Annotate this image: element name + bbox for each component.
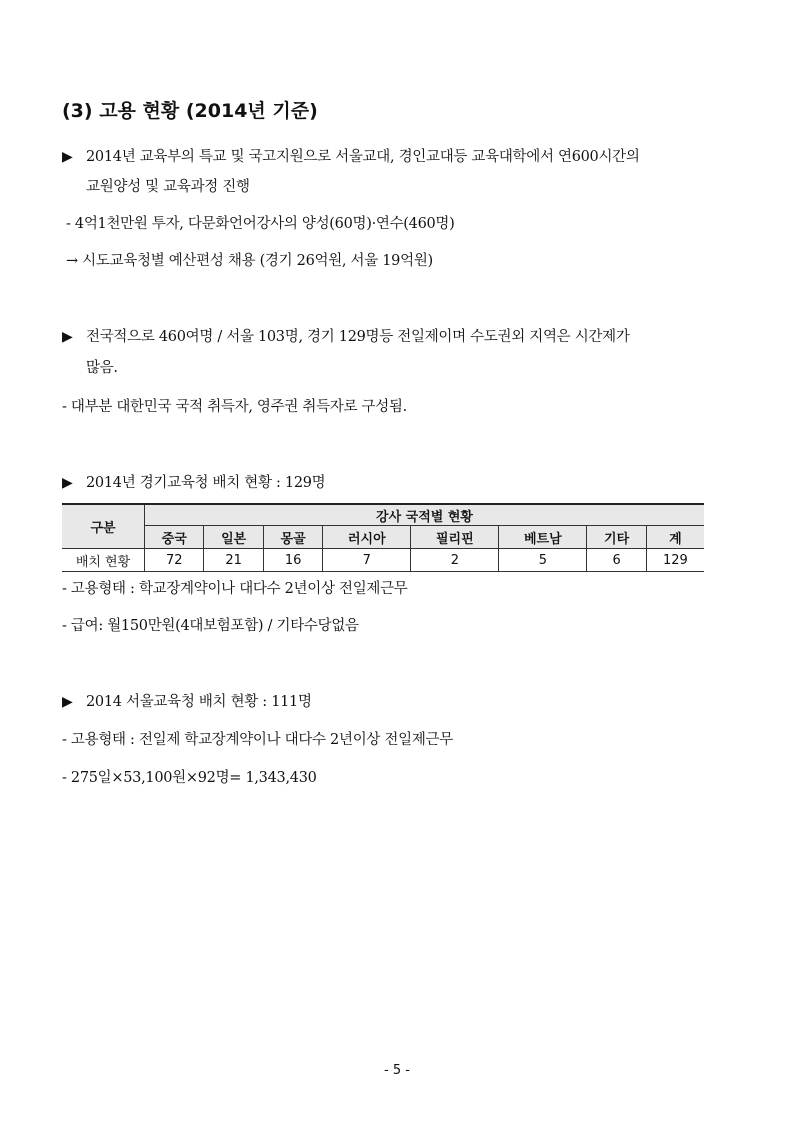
sub-item: - 고용형태 : 전일제 학교장계약이나 대다수 2년이상 전일제근무 [62,732,453,748]
subsection-heading [62,471,325,492]
sub-item: - 275일×53,100원×92명= 1,343,430 [62,770,317,786]
row-label: 배치 현황 [62,549,145,572]
column-header: 필리핀 [411,526,499,549]
subsection-heading-text: 2014년 경기교육청 배치 현황 : 129명 [86,475,326,491]
table-corner-header: 구분 [62,504,145,549]
paragraph-text: 전국적으로 460여명 / 서울 103명, 경기 129명등 전일제이며 수도권외 지역은 시간제가 [86,329,630,345]
staff-nationality-table [62,503,704,572]
bullet-icon: ▶ [62,694,73,710]
table-cell: 5 [499,549,587,572]
sub-item: - 고용형태 : 학교장계약이나 대다수 2년이상 전일제근무 [62,581,408,597]
table-cell: 21 [204,549,263,572]
paragraph-line [62,145,640,166]
bullet-icon: ▶ [62,149,73,165]
page-number: - 5 - [384,1063,410,1078]
paragraph-text: 2014년 교육부의 특교 및 국고지원으로 서울교대, 경인교대등 교육대학에서 연600시간의 [86,149,640,165]
sub-item: - 4억1천만원 투자, 다문화언어강사의 양성(60명)·연수(460명) [66,216,455,232]
table-group-header: 강사 국적별 현황 [145,504,705,526]
table-column-header-row [62,526,704,549]
column-header: 기타 [587,526,646,549]
bullet-icon: ▶ [62,329,73,345]
paragraph-continuation: 많음. [86,360,118,376]
column-header: 일본 [204,526,263,549]
table-cell: 129 [646,549,704,572]
section-heading: (3) 고용 현황 (2014년 기준) [62,100,318,122]
table-row [62,549,704,572]
sub-item: - 급여: 월150만원(4대보험포함) / 기타수당없음 [62,618,359,634]
table-cell: 16 [263,549,322,572]
column-header: 중국 [145,526,204,549]
column-header: 계 [646,526,704,549]
table-cell: 72 [145,549,204,572]
table-cell: 2 [411,549,499,572]
table-cell: 7 [323,549,411,572]
column-header: 베트남 [499,526,587,549]
paragraph-continuation: 교원양성 및 교육과정 진행 [86,179,250,195]
subsection-heading [62,690,312,711]
paragraph-line [62,325,630,346]
column-header: 몽골 [263,526,322,549]
column-header: 러시아 [323,526,411,549]
bullet-icon: ▶ [62,475,73,491]
subsection-heading-text: 2014 서울교육청 배치 현황 : 111명 [86,694,312,710]
table-cell: 6 [587,549,646,572]
table-header-row [62,504,704,526]
sub-item: → 시도교육청별 예산편성 채용 (경기 26억원, 서울 19억원) [66,253,433,269]
sub-item: - 대부분 대한민국 국적 취득자, 영주권 취득자로 구성됨. [62,399,407,415]
